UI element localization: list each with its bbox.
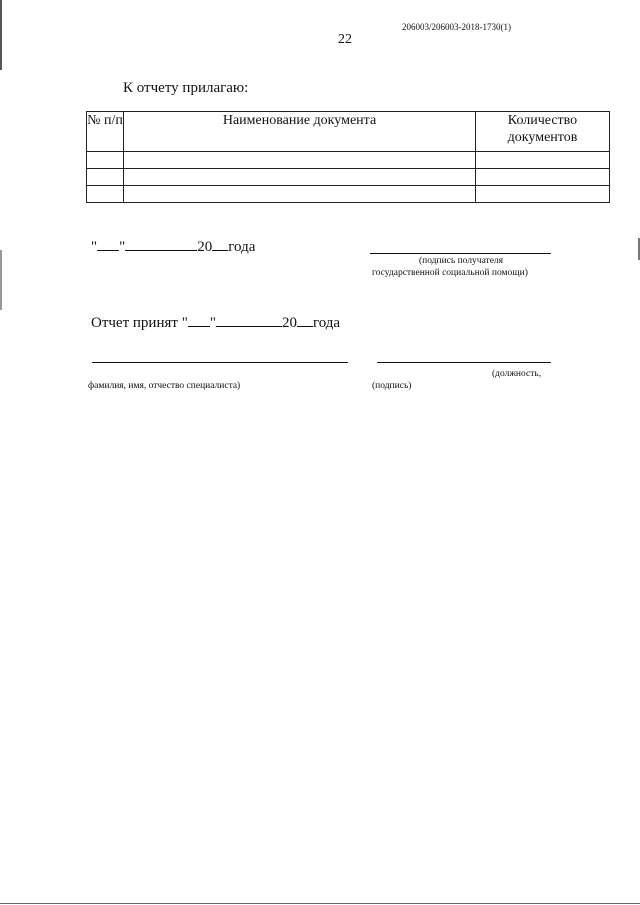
day-blank bbox=[188, 314, 210, 327]
column-header-document-name: Наименование документа bbox=[124, 112, 476, 152]
year-suffix: года bbox=[228, 239, 256, 255]
quote-close: " bbox=[119, 239, 126, 255]
scan-bottom-edge bbox=[0, 903, 640, 904]
table-cell bbox=[476, 169, 610, 186]
day-blank bbox=[97, 238, 119, 251]
column-header-document-count: Количество документов bbox=[476, 112, 610, 152]
scan-edge-mark bbox=[0, 0, 2, 70]
table-row bbox=[87, 152, 610, 169]
year-prefix: 20 bbox=[197, 239, 213, 255]
page-number: 22 bbox=[338, 32, 352, 47]
quote-close: " bbox=[209, 315, 216, 331]
table-cell bbox=[476, 152, 610, 169]
column-header-number: № п/п bbox=[87, 112, 124, 152]
year-blank bbox=[212, 238, 228, 251]
position-caption: (должность, bbox=[492, 369, 542, 379]
year-blank bbox=[297, 314, 313, 327]
table-row bbox=[87, 186, 610, 203]
table-cell bbox=[87, 186, 124, 203]
attachments-table bbox=[86, 111, 610, 203]
specialist-name-caption: фамилия, имя, отчество специалиста) bbox=[88, 381, 241, 391]
recipient-signature-caption: (подпись получателя bbox=[418, 256, 504, 266]
scan-edge-mark bbox=[0, 250, 2, 310]
document-code: 206003/206003-2018-1730(1) bbox=[402, 22, 511, 32]
table-row bbox=[87, 169, 610, 186]
table-header-row bbox=[87, 112, 610, 152]
year-prefix: 20 bbox=[281, 315, 297, 331]
month-blank bbox=[216, 314, 282, 327]
table-cell bbox=[124, 186, 476, 203]
table-cell bbox=[124, 152, 476, 169]
quote-open: " bbox=[181, 315, 188, 331]
recipient-signature-line bbox=[370, 253, 551, 254]
table-cell bbox=[87, 169, 124, 186]
month-blank bbox=[125, 238, 197, 251]
recipient-signature-caption-2: государственной социальной помощи) bbox=[372, 268, 528, 278]
specialist-name-line bbox=[92, 362, 348, 363]
recipient-date-line bbox=[91, 238, 255, 256]
year-suffix: года bbox=[312, 315, 341, 331]
signature-caption: (подпись) bbox=[372, 381, 412, 391]
position-signature-line bbox=[377, 362, 551, 363]
report-accepted-label: Отчет принят bbox=[91, 315, 178, 331]
table-cell bbox=[124, 169, 476, 186]
quote-open: " bbox=[91, 239, 98, 255]
intro-text: К отчету прилагаю: bbox=[123, 80, 249, 96]
table-cell bbox=[87, 152, 124, 169]
table-cell bbox=[476, 186, 610, 203]
report-accepted-line bbox=[91, 314, 340, 332]
